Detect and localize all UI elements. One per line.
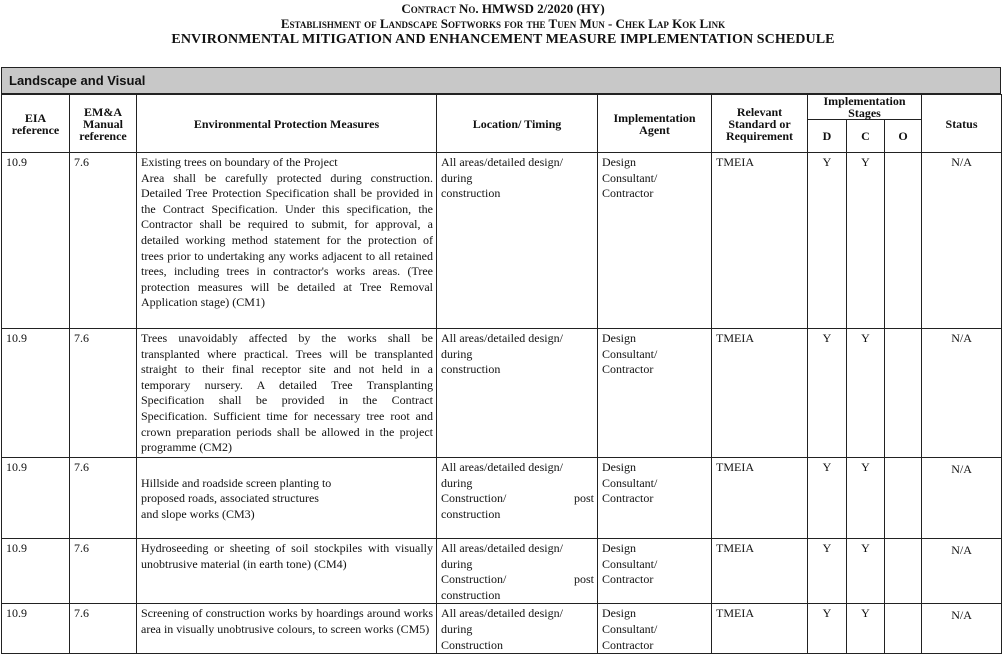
ema-ref-cell: 7.6 [70, 153, 137, 329]
measure-text: Trees unavoidably affected by the works shall be transplanted where practical. Trees will be transplanted straight to their final receptor site and not held in a temporary nursery. A detailed Tree Transplanting Specification shall be provided in the Contract Specification. Sufficient time for necessary tree root and crown preparation periods shall be allowed in the project programme (CM2) [141, 331, 433, 455]
agent-cell: Design Consultant/ Contractor [598, 153, 712, 329]
col-status: Status [922, 95, 1002, 153]
measure-text: Screening of construction works by hoardings around works area in visually unobtrusive colours, to screen works (CM5) [141, 606, 433, 636]
agent-cell: Design Consultant/ Contractor [598, 538, 712, 603]
location-line: All areas/detailed design/ [441, 540, 563, 555]
stage-d-cell: Y [808, 538, 847, 603]
table-row [2, 329, 1002, 458]
measure-text: Area shall be carefully protected during construction. Detailed Tree Protection Specification shall be provided in the Contract Specification. Under this specification, the Contractor shall be required to submit, for approval, a detailed working method statement for the protection of trees prior to undertaking any works adjacent to all retained trees, including trees in contractor's works areas. (Tree protection measures will be detailed at Tree Removal Application stage) (CM1) [141, 170, 433, 310]
col-stage-d: D [808, 120, 847, 153]
status-cell: N/A [922, 329, 1002, 458]
ema-ref-cell: 7.6 [70, 538, 137, 603]
ema-ref-cell: 7.6 [70, 604, 137, 654]
location-line: All areas/detailed design/ [441, 460, 563, 474]
stage-o-cell [885, 458, 922, 539]
stage-o-cell [885, 329, 922, 458]
location-line: during [441, 475, 473, 490]
location-word: Construction/ [441, 491, 507, 506]
location-line: construction [441, 362, 501, 377]
col-stage-c: C [847, 120, 885, 153]
status-cell: N/A [922, 153, 1002, 329]
location-cell [437, 329, 598, 458]
table-row [2, 153, 1002, 329]
col-implementation-agent: Implementation Agent [598, 95, 712, 153]
location-line: All areas/detailed design/ [441, 606, 563, 621]
location-line: during [441, 170, 473, 185]
standard-cell: TMEIA [712, 538, 808, 603]
location-line: construction [441, 186, 501, 201]
stage-c-cell: Y [847, 153, 885, 329]
stage-c-cell: Y [847, 538, 885, 603]
measure-cell [137, 458, 437, 539]
standard-cell: TMEIA [712, 329, 808, 458]
measure-cell [137, 604, 437, 654]
measure-cell [137, 153, 437, 329]
stage-o-cell [885, 604, 922, 654]
schedule-title: ENVIRONMENTAL MITIGATION AND ENHANCEMENT MEASURE IMPLEMENTATION SCHEDULE [171, 32, 835, 47]
measure-text: Hydroseeding or sheeting of soil stockpiles with visually unobtrusive material (in earth tone) (CM4) [141, 540, 433, 571]
location-cell [437, 604, 598, 654]
location-line: during [441, 346, 473, 361]
table-row [2, 538, 1002, 603]
stage-d-cell: Y [808, 329, 847, 458]
project-title: Establishment of Landscape Softworks for the Tuen Mun - Chek Lap Kok Link [280, 16, 726, 31]
standard-cell: TMEIA [712, 458, 808, 539]
location-cell [437, 538, 598, 603]
measure-intro: Existing trees on boundary of the Project [141, 155, 338, 169]
col-ema-reference: EM&A Manual reference [70, 95, 137, 153]
eia-ref-cell: 10.9 [2, 458, 70, 539]
table-row [2, 458, 1002, 539]
status-cell: N/A [922, 458, 1002, 539]
stage-o-cell [885, 153, 922, 329]
stage-d-cell: Y [808, 153, 847, 329]
location-word: post [573, 491, 594, 506]
ema-ref-cell: 7.6 [70, 329, 137, 458]
agent-cell: Design Consultant/ Contractor [598, 329, 712, 458]
ema-ref-cell: 7.6 [70, 458, 137, 539]
status-cell: N/A [922, 538, 1002, 603]
location-cell [437, 153, 598, 329]
location-line: construction [441, 587, 501, 602]
eia-ref-cell: 10.9 [2, 329, 70, 458]
col-measures: Environmental Protection Measures [137, 95, 437, 153]
standard-cell: TMEIA [712, 153, 808, 329]
location-line: during [441, 621, 473, 636]
standard-cell: TMEIA [712, 604, 808, 654]
location-line: Construction [441, 637, 503, 652]
agent-cell: Design Consultant/ Contractor [598, 604, 712, 654]
location-line: construction [441, 506, 501, 521]
measure-cell [137, 538, 437, 603]
contract-number: Contract No. HMWSD 2/2020 (HY) [401, 1, 605, 16]
col-relevant-standard: Relevant Standard or Requirement [712, 95, 808, 153]
stage-c-cell: Y [847, 329, 885, 458]
eia-ref-cell: 10.9 [2, 538, 70, 603]
location-line: All areas/detailed design/ [441, 155, 563, 169]
eia-ref-cell: 10.9 [2, 604, 70, 654]
table-row [2, 604, 1002, 654]
location-line: during [441, 556, 473, 571]
col-location-timing: Location/ Timing [437, 95, 598, 153]
eia-ref-cell: 10.9 [2, 153, 70, 329]
col-eia-reference: EIA reference [2, 95, 70, 153]
location-word: post [573, 572, 594, 587]
measure-cell [137, 329, 437, 458]
stage-o-cell [885, 538, 922, 603]
stage-d-cell: Y [808, 458, 847, 539]
measure-text: Hillside and roadside screen planting to proposed roads, associated structures and slope works (CM3) [141, 475, 332, 521]
status-cell: N/A [922, 604, 1002, 654]
stage-c-cell: Y [847, 604, 885, 654]
col-stage-o: O [885, 120, 922, 153]
implementation-schedule-table [1, 94, 1002, 654]
section-title: Landscape and Visual [1, 67, 1001, 94]
stage-d-cell: Y [808, 604, 847, 654]
location-line: All areas/detailed design/ [441, 331, 563, 345]
location-line [441, 572, 594, 588]
location-cell [437, 458, 598, 539]
location-line [441, 491, 594, 507]
col-implementation-stages: Implementation Stages [808, 95, 922, 120]
agent-cell: Design Consultant/ Contractor [598, 458, 712, 539]
stage-c-cell: Y [847, 458, 885, 539]
location-word: Construction/ [441, 572, 507, 587]
